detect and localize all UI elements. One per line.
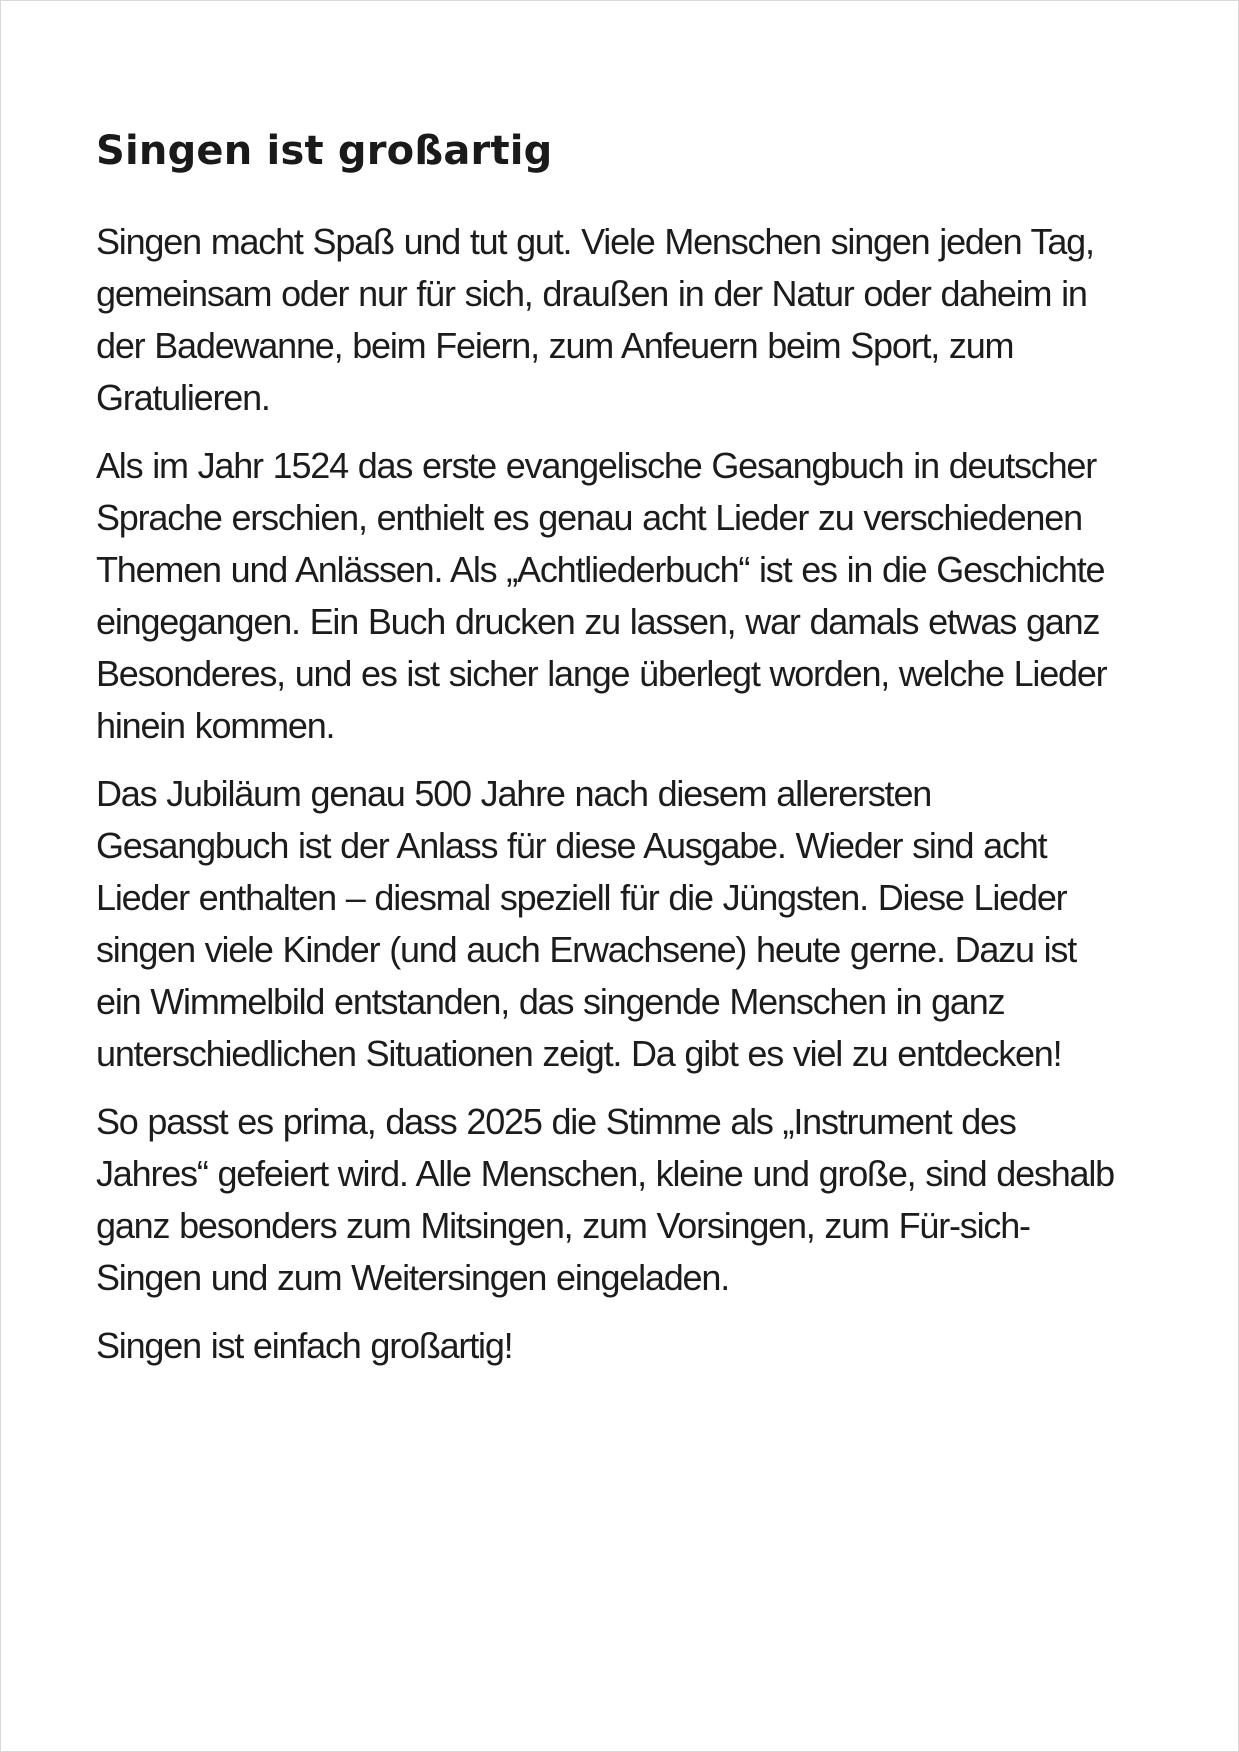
paragraph-jubilee: Das Jubiläum genau 500 Jahre nach diesem allerersten Gesangbuch ist der Anlass für diese Ausgabe. Wieder sind acht Lieder enthalten – diesmal speziell für die Jüngsten. Diese Lieder singen viele Kinder (und auch Erwachsene) heute gerne. Dazu ist ein Wimmelbild entstanden, das singende Menschen in ganz unterschiedlichen Situationen zeigt. Da gibt es viel zu entdecken!: [96, 773, 1077, 1074]
paragraph-closing: Singen ist einfach großartig!: [96, 1325, 513, 1366]
document-content: [96, 127, 1126, 1388]
paragraph-intro: Singen macht Spaß und tut gut. Viele Menschen singen jeden Tag, gemeinsam oder nur für sich, draußen in der Natur oder daheim in der Badewanne, beim Feiern, zum Anfeuern beim Sport, zum Gratulieren.: [96, 221, 1094, 418]
page-title: Singen ist großartig: [96, 128, 553, 174]
paragraph-instrument-of-year: So passt es prima, dass 2025 die Stimme als „Instrument des Jahres“ gefeiert wird. Alle Menschen, kleine und große, sind deshalb ganz besonders zum Mitsingen, zum Vorsingen, zum Für-sich-Singen und zum Weitersingen eingeladen.: [96, 1101, 1114, 1298]
paragraph-history: Als im Jahr 1524 das erste evangelische Gesangbuch in deutscher Sprache erschien, enthielt es genau acht Lieder zu verschiedenen Themen und Anlässen. Als „Achtliederbuch“ ist es in die Geschichte eingegangen. Ein Buch drucken zu lassen, war damals etwas ganz Besonderes, und es ist sicher lange überlegt worden, welche Lieder hinein kommen.: [96, 445, 1107, 746]
